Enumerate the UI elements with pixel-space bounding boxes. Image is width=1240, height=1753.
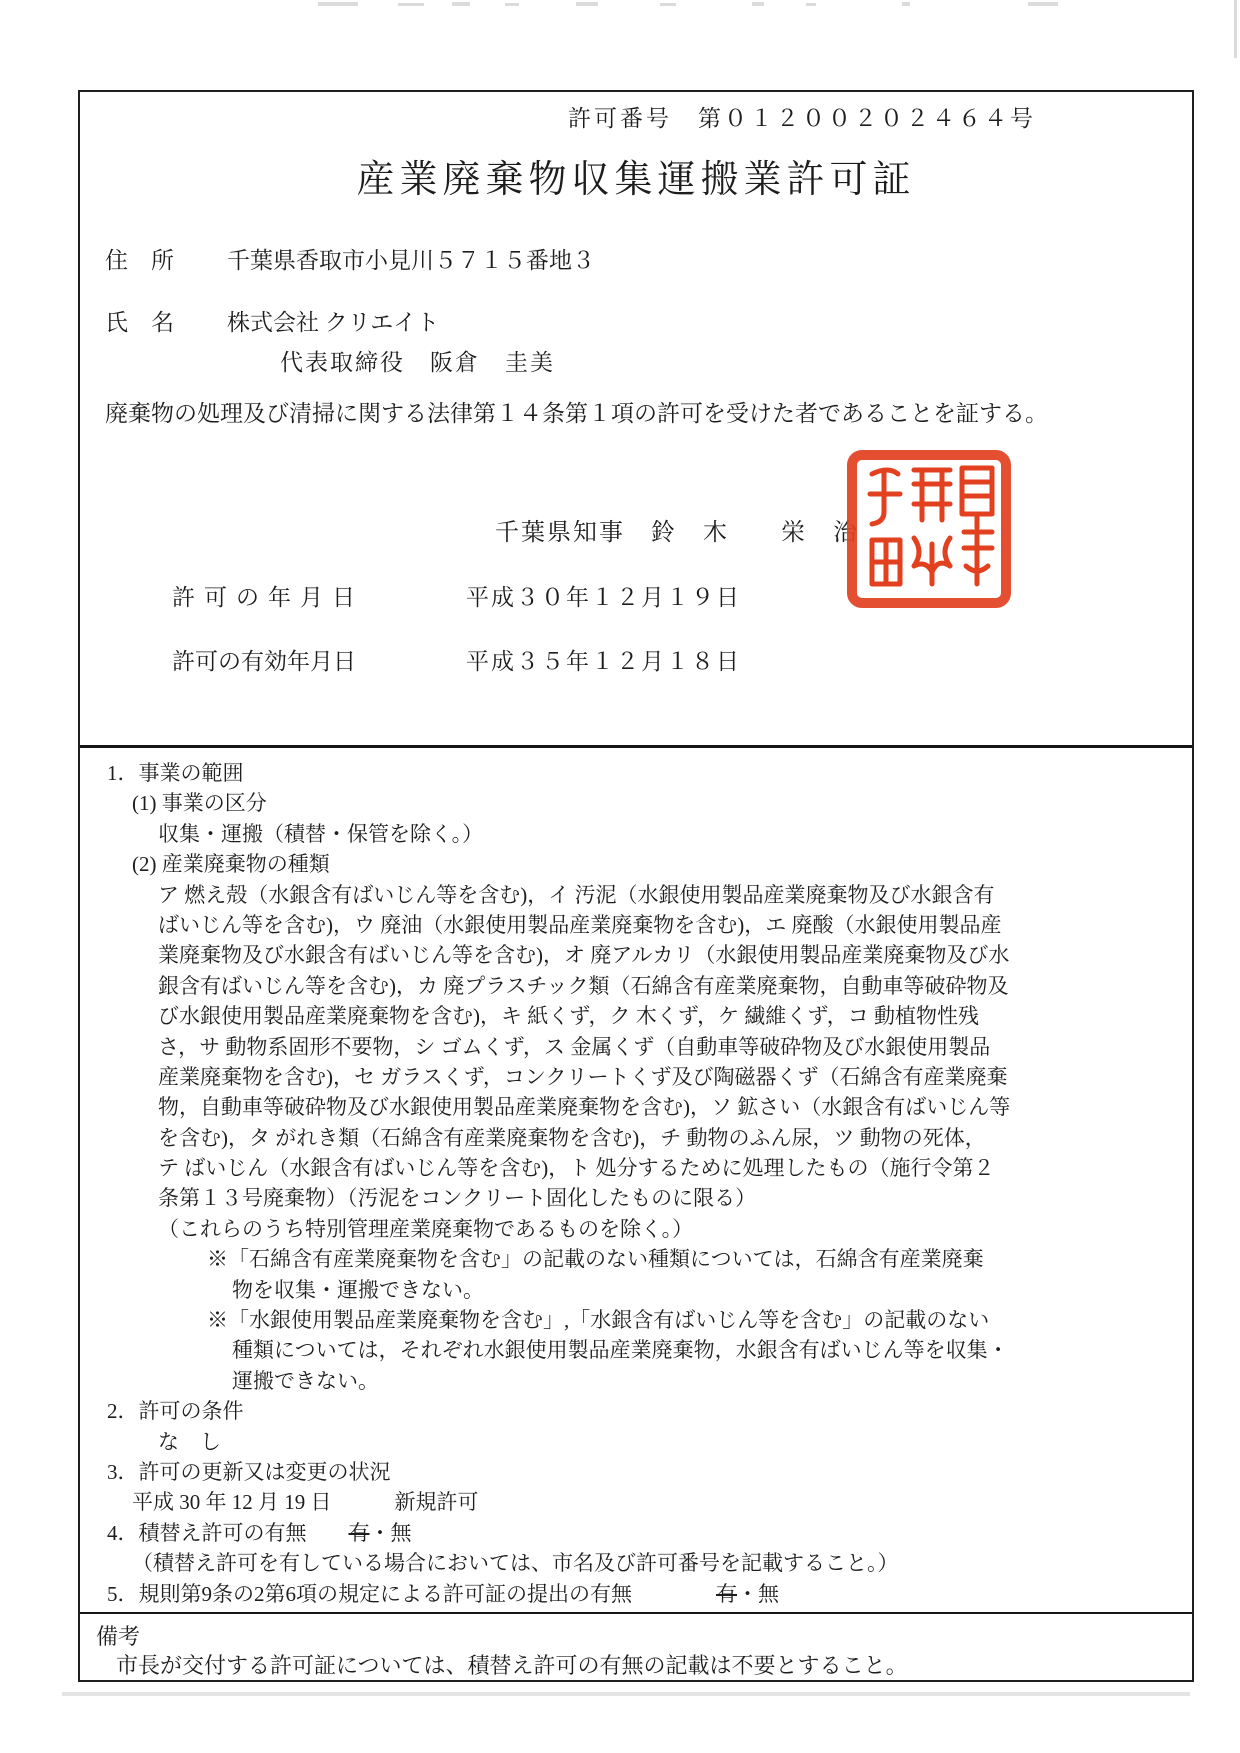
scan-artifact — [452, 2, 470, 6]
body-line: な し — [158, 1429, 221, 1454]
permit-date-value: 平成３０年１２月１９日 — [466, 585, 741, 610]
body-line-text: 4．積替え許可の有無 — [107, 1520, 349, 1545]
holder-company: 株式会社 クリエイト — [227, 310, 440, 335]
scan-artifact — [576, 2, 598, 6]
governor-signature: 千葉県知事 鈴 木 栄 治 — [495, 520, 859, 546]
body-line — [80, 1518, 1192, 1548]
body-line: 産業廃棄物を含む)，セ ガラスくず，コンクリートくず及び陶磁器くず（石綿含有産業廃棄 — [158, 1064, 1008, 1089]
body-line: ※「石綿含有産業廃棄物を含む」の記載のない種類については，石綿含有産業廃棄 — [207, 1247, 984, 1272]
body-line: 物，自動車等破砕物及び水銀使用製品産業廃棄物を含む)，ソ 鉱さい（水銀含有ばいじん等 — [158, 1095, 1011, 1120]
remarks-divider — [80, 1612, 1192, 1614]
scan-artifact — [660, 3, 676, 6]
body-line: 収集・運搬（積替・保管を除く。） — [158, 821, 484, 846]
holder-representative: 代表取締役 阪倉 圭美 — [280, 350, 555, 375]
body-line: テ ばいじん（水銀含有ばいじん等を含む)，ト 処分するために処理したもの（施行令第２ — [158, 1156, 995, 1181]
scan-artifact — [806, 3, 816, 6]
body-line: （これらのうち特別管理産業廃棄物であるものを除く。） — [158, 1216, 694, 1241]
body-line: ※「水銀使用製品産業廃棄物を含む」,「水銀含有ばいじん等を含む」の記載のない — [207, 1308, 990, 1333]
holder-label: 氏名 — [105, 310, 197, 335]
permit-number: 許可番号 第０１２００２０２４６４号 — [568, 106, 1036, 131]
scan-artifact — [752, 2, 764, 6]
body-line: を含む)，タ がれき類（石綿含有産業廃棄物を含む)，チ 動物のふん尿，ツ 動物の死体， — [158, 1125, 986, 1150]
scan-artifact — [62, 1692, 1190, 1696]
scan-artifact — [902, 2, 910, 6]
body-line: 2．許可の条件 — [107, 1399, 244, 1424]
body-line: 銀含有ばいじん等を含む)，カ 廃プラスチック類（石綿含有産業廃棄物，自動車等破砕物及 — [158, 973, 1009, 998]
remarks-text: 市長が交付する許可証については、積替え許可の有無の記載は不要とすること。 — [116, 1653, 908, 1678]
section-divider — [80, 745, 1192, 748]
address-value: 千葉県香取市小見川５７１５番地３ — [227, 248, 595, 273]
body-line: 平成 30 年 12 月 19 日 新規許可 — [132, 1490, 479, 1515]
body-line: （積替え許可を有している場合においては、市名及び許可番号を記載すること。） — [132, 1551, 899, 1576]
body-line: (1) 事業の区分 — [132, 791, 267, 816]
scan-artifact — [398, 3, 424, 6]
address-label: 住所 — [105, 248, 197, 273]
remarks-label: 備考 — [96, 1624, 141, 1649]
permit-date-label: 許可の年月日 — [172, 585, 364, 610]
expiry-date-label: 許可の有効年月日 — [172, 649, 356, 674]
body-line: ア 燃え殻（水銀含有ばいじん等を含む)，イ 汚泥（水銀使用製品産業廃棄物及び水銀含有 — [158, 882, 995, 907]
official-seal — [846, 448, 1012, 610]
body-line: 条第１３号廃棄物）（汚泥をコンクリート固化したものに限る） — [158, 1186, 757, 1211]
body-line: 物を収集・運搬できない。 — [232, 1277, 484, 1302]
scan-artifact — [1234, 0, 1237, 58]
body-line-text: ・無 — [369, 1520, 412, 1545]
struck-option: 有 — [348, 1520, 370, 1545]
body-line: 種類については，それぞれ水銀使用製品産業廃棄物，水銀含有ばいじん等を収集・ — [232, 1338, 1009, 1363]
scan-artifact — [318, 2, 358, 6]
certification-statement: 廃棄物の処理及び清掃に関する法律第１４条第１項の許可を受けた者であることを証する。 — [105, 401, 1048, 426]
body-line: さ，サ 動物系固形不要物，シ ゴムくず，ス 金属くず（自動車等破砕物及び水銀使用製品 — [158, 1034, 991, 1059]
body-line: 3．許可の更新又は変更の状況 — [107, 1459, 391, 1484]
body-line: 業廃棄物及び水銀含有ばいじん等を含む)，オ 廃アルカリ（水銀使用製品産業廃棄物及び水 — [158, 943, 1010, 968]
permit-document-frame — [78, 90, 1194, 1682]
body-line-text: ・無 — [737, 1581, 779, 1606]
body-line: (2) 産業廃棄物の種類 — [132, 852, 330, 877]
struck-option: 有 — [716, 1581, 737, 1606]
body-line — [80, 1579, 1192, 1609]
document-title: 産業廃棄物収集運搬業許可証 — [356, 159, 916, 201]
scan-artifact — [505, 3, 519, 6]
expiry-date-value: 平成３５年１２月１８日 — [466, 649, 741, 674]
governor-seal-icon — [846, 448, 1012, 610]
body-lines — [80, 758, 1192, 1609]
body-line: 運搬できない。 — [232, 1368, 379, 1393]
body-line: 1．事業の範囲 — [107, 761, 244, 785]
body-line-text: 5．規則第9条の2第6項の規定による許可証の提出の有無 — [107, 1581, 716, 1606]
body-line: び水銀使用製品産業廃棄物を含む)，キ 紙くず，ク 木くず，ケ 繊維くず，コ 動植物性残 — [158, 1004, 979, 1029]
body-line: ばいじん等を含む)，ウ 廃油（水銀使用製品産業廃棄物を含む)，エ 廃酸（水銀使用製品産 — [158, 912, 1002, 937]
scan-artifact — [1028, 2, 1058, 6]
